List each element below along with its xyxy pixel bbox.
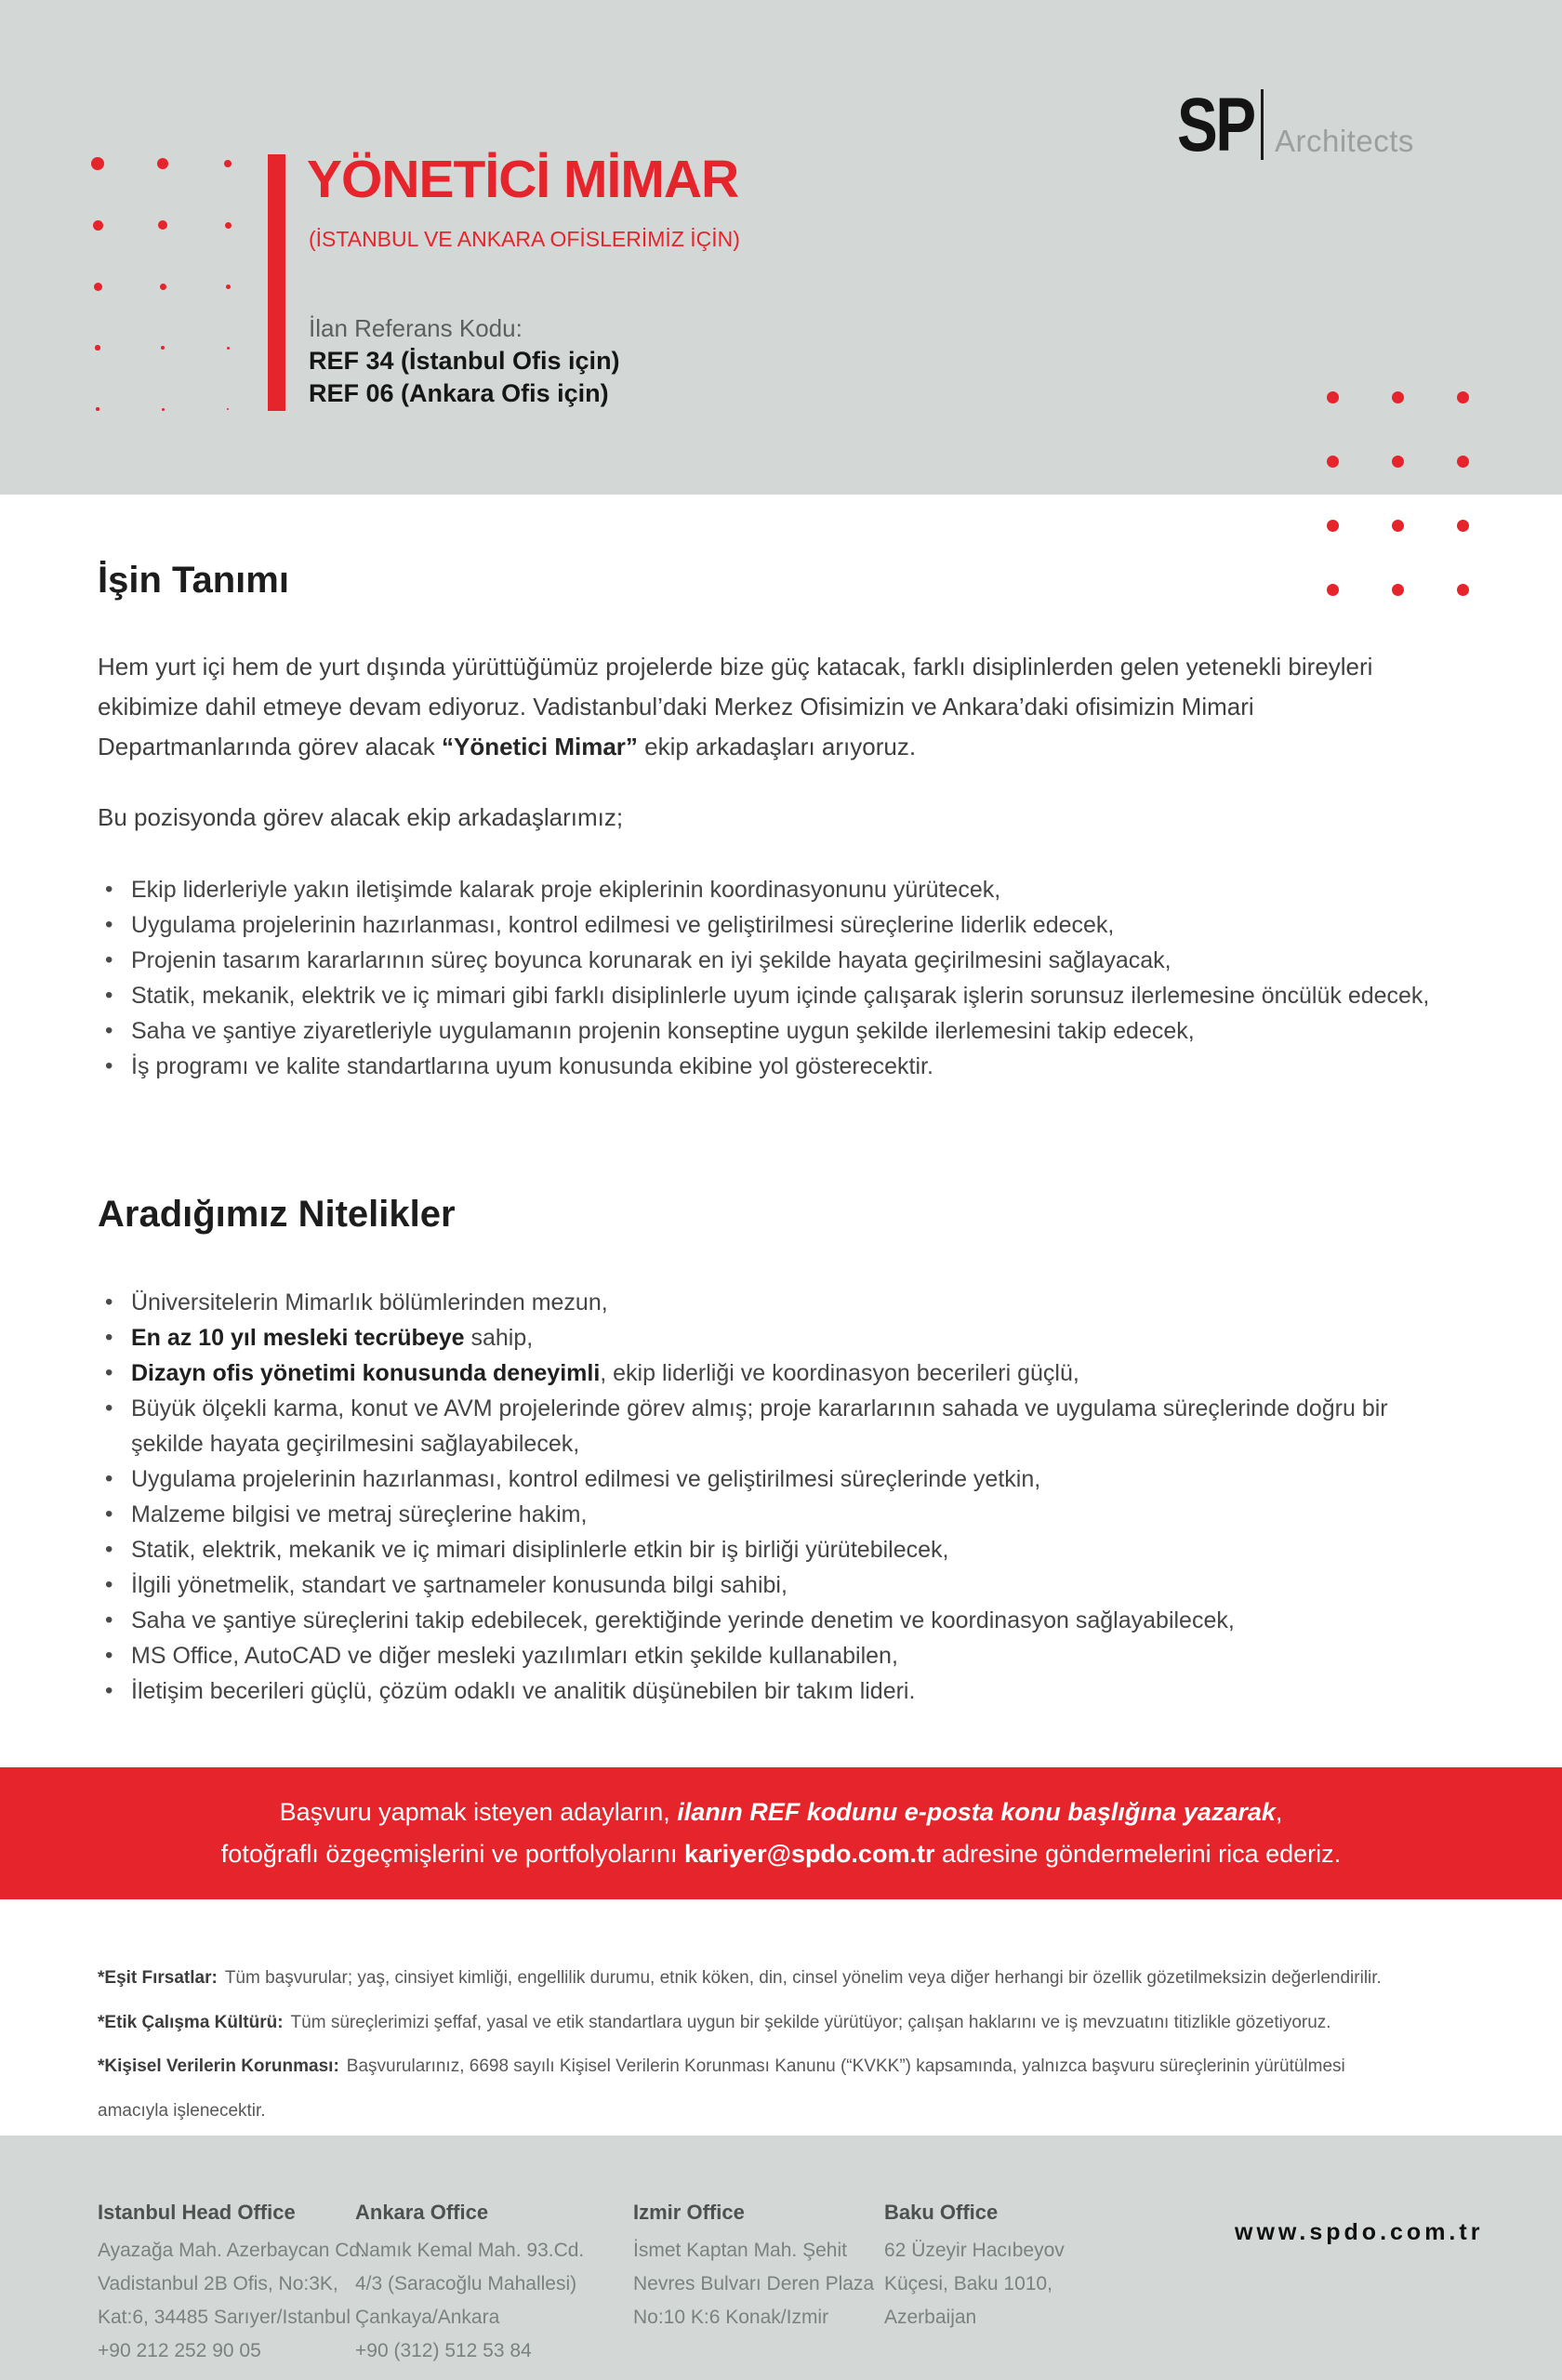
office-address-line: İsmet Kaptan Mah. Şehit [633,2240,847,2261]
banner-text: fotoğraflı özgeçmişlerini ve portfolyolarını [220,1840,685,1868]
decorative-dot [195,256,260,317]
decorative-dot [1430,430,1495,494]
office-address-line: Namık Kemal Mah. 93.Cd. [355,2240,585,2261]
logo-name: Architects [1275,124,1414,158]
footnote: *Eşit Fırsatlar: Tüm başvurular; yaş, cinsiyet kimliği, engellilik durumu, etnik köken, din, cinsel yönelim veya diğer herhangi bir özellik gözetilmeksizin değerlendirilir. [98,1968,1382,1988]
logo-divider [1261,89,1264,160]
footer-office [98,2201,365,2368]
office-name: Baku Office [884,2201,999,2224]
decorative-dot [65,194,130,256]
list-item: • Statik, elektrik, mekanik ve iç mimari disiplinlerle etkin bir iş birliği yürütebilecek, [98,1532,1460,1567]
list-item: • Uygulama projelerinin hazırlanması, kontrol edilmesi ve geliştirilmesi süreçlerinde yetkin, [98,1461,1460,1497]
office-phone: +90 212 252 90 05 [98,2340,261,2361]
list-item: • Büyük ölçekli karma, konut ve AVM projelerinde görev almış; proje kararlarının sahada ve uygulama süreçlerinde doğru bir şekilde hayata geçirilmesini sağlayabilecek, [98,1391,1460,1461]
banner-text: Başvuru yapmak isteyen adayların, [279,1798,678,1826]
intro-paragraph-2: Bu pozisyonda görev alacak ekip arkadaşlarımız; [98,803,624,831]
accent-bar [268,154,285,411]
list-item: • Statik, mekanik, elektrik ve iç mimari gibi farklı disiplinlerle uyum içinde çalışarak işlerin sorunsuz ilerlemesine öncülük edecek, [98,978,1460,1013]
office-phone: +90 (312) 512 53 84 [355,2340,532,2361]
banner-line-2 [0,1833,1562,1875]
list-item: • Saha ve şantiye süreçlerini takip edebilecek, gerektiğinde yerinde denetim ve koordinasyon sağlayabilecek, [98,1603,1460,1638]
decorative-dot [1300,365,1365,430]
footnote: *Kişisel Verilerin Korunması: Başvurularınız, 6698 sayılı Kişisel Verilerin Korunması Kanunu (“KVKK”) kapsamında, yalnızca başvuru süreçlerinin yürütülmesi amacıyla işlenecektir. [98,2056,1345,2121]
list-item: • Saha ve şantiye ziyaretleriyle uygulamanın projenin konseptine uygun şekilde ilerlemesini takip edecek, [98,1013,1460,1049]
footer-offices [98,2201,1065,2368]
decorative-dot [1430,365,1495,430]
decorative-dot [65,133,130,194]
decorative-dot [1365,558,1430,622]
office-name: Izmir Office [633,2201,745,2224]
page-subtitle: (İSTANBUL VE ANKARA OFİSLERİMİZ İÇİN) [309,227,740,251]
office-name: Ankara Office [355,2201,489,2224]
decorative-dot [65,317,130,378]
ref-code-label: İlan Referans Kodu: [309,314,523,342]
banner-text: , [1275,1798,1283,1826]
decorative-dot [1300,494,1365,558]
dot-pattern-top-left [65,133,260,440]
qualifications-list [98,1285,1460,1709]
office-address-line: Vadistanbul 2B Ofis, No:3K, [98,2273,338,2294]
banner-text: adresine göndermelerini rica ederiz. [934,1840,1342,1868]
office-address-line: 62 Üzeyir Hacıbeyov [884,2240,1065,2261]
decorative-dot [130,256,195,317]
list-item: • Dizayn ofis yönetimi konusunda deneyimli, ekip liderliği ve koordinasyon becerileri güçlü, [98,1355,1460,1391]
decorative-dot [195,194,260,256]
office-address-line: 4/3 (Saracoğlu Mahallesi) [355,2273,577,2294]
dot-pattern-right [1300,365,1495,622]
office-address-line: Nevres Bulvarı Deren Plaza [633,2273,875,2294]
intro-paragraph [98,647,1413,767]
decorative-dot [195,378,260,440]
ref-code-istanbul: REF 34 (İstanbul Ofis için) [309,347,620,375]
decorative-dot [65,256,130,317]
list-item: • En az 10 yıl mesleki tecrübeye sahip, [98,1320,1460,1355]
list-item: • Uygulama projelerinin hazırlanması, kontrol edilmesi ve geliştirilmesi süreçlerine liderlik edecek, [98,907,1460,943]
decorative-dot [130,378,195,440]
decorative-dot [195,317,260,378]
decorative-dot [130,317,195,378]
footnote: *Etik Çalışma Kültürü: Tüm süreçlerimizi şeffaf, yasal ve etik standartlara uygun bir şekilde yürütüyor; çalışan haklarını ve iş mevzuatını titizlikle gözetiyoruz. [98,2012,1331,2032]
decorative-dot [1430,558,1495,622]
decorative-dot [1365,365,1430,430]
list-item: • Ekip liderleriyle yakın iletişimde kalarak proje ekiplerinin koordinasyonunu yürütecek, [98,872,1460,907]
application-banner [0,1767,1562,1899]
decorative-dot [65,378,130,440]
banner-emphasis: ilanın REF kodunu e-posta konu başlığına yazarak [677,1798,1276,1826]
website-url: www.spdo.com.tr [1235,2219,1484,2245]
footer-office [884,2201,1065,2368]
list-item: • MS Office, AutoCAD ve diğer mesleki yazılımları etkin şekilde kullanabilen, [98,1638,1460,1673]
page-title: YÖNETİCİ MİMAR [307,150,739,209]
footnotes [98,1956,1511,2133]
email-address: kariyer@spdo.com.tr [684,1840,935,1868]
decorative-dot [130,194,195,256]
banner-line-1 [0,1792,1562,1833]
office-address-line: No:10 K:6 Konak/Izmir [633,2307,829,2328]
office-name: Istanbul Head Office [98,2201,296,2224]
job-description-list [98,872,1460,1084]
decorative-dot [195,133,260,194]
decorative-dot [1365,430,1430,494]
office-address-line: Azerbaijan [884,2307,977,2328]
list-item: • İlgili yönetmelik, standart ve şartnameler konusunda bilgi sahibi, [98,1567,1460,1603]
list-item: • Malzeme bilgisi ve metraj süreçlerine hakim, [98,1497,1460,1532]
footer-band [0,2135,1562,2380]
decorative-dot [130,133,195,194]
company-logo [1177,82,1414,167]
office-address-line: Çankaya/Ankara [355,2307,500,2328]
decorative-dot [1430,494,1495,558]
decorative-dot [1300,430,1365,494]
office-address-line: Ayazağa Mah. Azerbaycan Cd. [98,2240,365,2261]
decorative-dot [1365,494,1430,558]
intro-text-before: Hem yurt içi hem de yurt dışında yürüttüğümüz projelerde bize güç katacak, farklı disiplinlerden gelen yetenekli bireyleri ekibimize dahil etmeye devam ediyoruz. Vadistanbul’daki Merkez Ofisimizin ve Ankara’daki ofisimizin Mimari Departmanlarında görev alacak [98,653,1373,760]
ref-code-ankara: REF 06 (Ankara Ofis için) [309,379,609,407]
list-item: • İletişim becerileri güçlü, çözüm odaklı ve analitik düşünebilen bir takım lideri. [98,1673,1460,1709]
intro-text-bold: “Yönetici Mimar” [441,733,638,760]
list-item: • Üniversitelerin Mimarlık bölümlerinden mezun, [98,1285,1460,1320]
list-item: • Projenin tasarım kararlarının süreç boyunca korunarak en iyi şekilde hayata geçirilmesini sağlayacak, [98,943,1460,978]
intro-text-after: ekip arkadaşları arıyoruz. [637,733,917,760]
section-heading-qualifications: Aradığımız Nitelikler [98,1194,456,1235]
logo-initials: SP [1177,82,1254,167]
section-heading-job-description: İşin Tanımı [98,560,289,601]
list-item: • İş programı ve kalite standartlarına uyum konusunda ekibine yol gösterecektir. [98,1049,1460,1084]
decorative-dot [1300,558,1365,622]
office-address-line: Küçesi, Baku 1010, [884,2273,1052,2294]
footer-office [355,2201,633,2368]
footer-office [633,2201,884,2368]
office-address-line: Kat:6, 34485 Sarıyer/Istanbul [98,2307,351,2328]
